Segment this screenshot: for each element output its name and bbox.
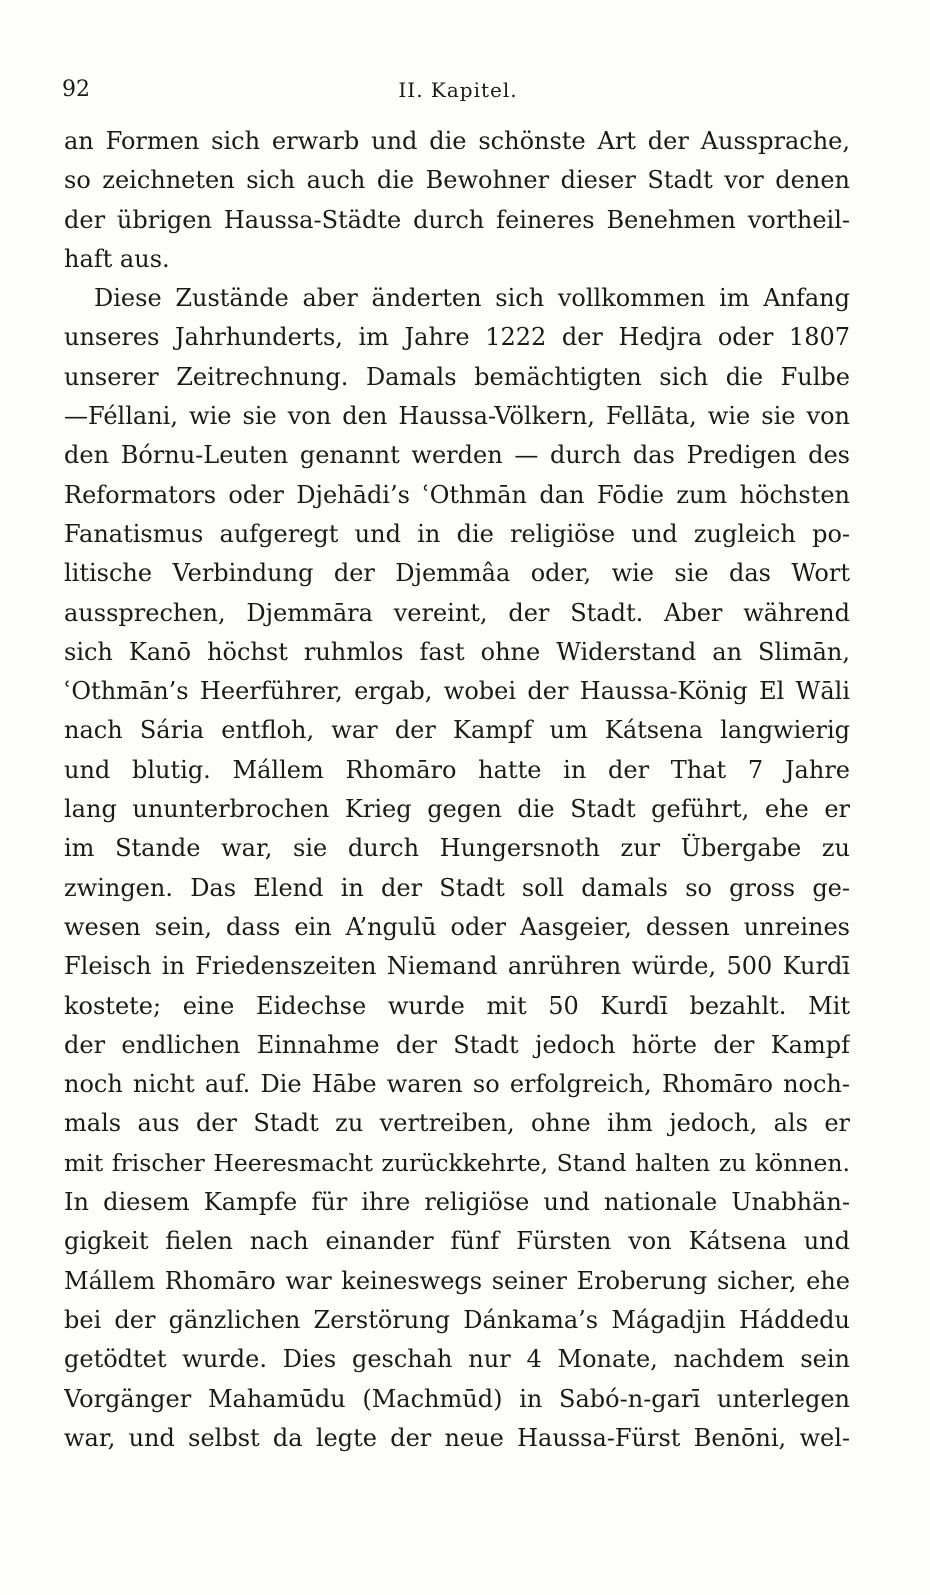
text-line: im Stande war, sie durch Hungersnoth zur Übergabe zu (64, 834, 850, 863)
text-line: Mállem Rhomāro war keineswegs seiner Eroberung sicher, ehe (64, 1266, 850, 1295)
text-line: so zeichneten sich auch die Bewohner dieser Stadt vor denen (64, 166, 850, 195)
text-line: an Formen sich erwarb und die schönste Art der Aussprache, (64, 127, 850, 155)
text-line: kostete; eine Eidechse wurde mit 50 Kurdī bezahlt. Mit (64, 991, 850, 1020)
text-line: ʿOthmān’s Heerführer, ergab, wobei der Haussa-König El Wāli (64, 677, 850, 706)
text-line: Fleisch in Friedenszeiten Niemand anrühren würde, 500 Kurdī (64, 952, 850, 981)
page-number: 92 (62, 77, 90, 102)
text-line: Diese Zustände aber änderten sich vollkommen im Anfang (94, 284, 850, 313)
text-line: unseres Jahrhunderts, im Jahre 1222 der Hedjra oder 1807 (64, 323, 850, 352)
text-line: zwingen. Das Elend in der Stadt soll damals so gross ge- (64, 873, 850, 902)
text-line: Vorgänger Mahamūdu (Machmūd) in Sabó-n-garī unterlegen (64, 1384, 850, 1413)
text-line: Fanatismus aufgeregt und in die religiöse und zugleich po- (64, 519, 850, 548)
page-header (62, 76, 854, 106)
text-line: haft aus. (64, 244, 170, 273)
text-line: bei der gänzlichen Zerstörung Dánkama’s Mágadjin Háddedu (64, 1305, 850, 1334)
text-line: litische Verbindung der Djemmâa oder, wie sie das Wort (64, 559, 850, 588)
text-line: aussprechen, Djemmāra vereint, der Stadt. Aber während (64, 598, 850, 627)
text-line: gigkeit fielen nach einander fünf Fürsten von Kátsena und (64, 1227, 850, 1256)
text-line: und blutig. Mállem Rhomāro hatte in der That 7 Jahre (64, 755, 850, 784)
text-line: der übrigen Haussa-Städte durch feineres Benehmen vortheil- (64, 205, 850, 234)
text-line: mals aus der Stadt zu vertreiben, ohne ihm jedoch, als er (64, 1109, 850, 1138)
text-line: In diesem Kampfe für ihre religiöse und nationale Unabhän- (64, 1188, 850, 1217)
text-line: mit frischer Heeresmacht zurückkehrte, Stand halten zu können. (64, 1148, 850, 1177)
text-line: sich Kanō höchst ruhmlos fast ohne Widerstand an Slimān, (64, 637, 850, 666)
text-line: noch nicht auf. Die Hābe waren so erfolgreich, Rhomāro noch- (64, 1070, 850, 1099)
text-line: nach Sária entfloh, war der Kampf um Kátsena langwierig (64, 716, 850, 745)
text-line: war, und selbst da legte der neue Haussa-Fürst Benōni, wel- (64, 1423, 850, 1452)
text-line: unserer Zeitrechnung. Damals bemächtigten sich die Fulbe (64, 362, 850, 391)
body-text (64, 122, 850, 1458)
running-head: II. Kapitel. (398, 78, 518, 102)
text-line: lang ununterbrochen Krieg gegen die Stadt geführt, ehe er (64, 795, 850, 824)
text-line: —Féllani, wie sie von den Haussa-Völkern, Fellāta, wie sie von (64, 402, 850, 431)
text-line: wesen sein, dass ein A’ngulū oder Aasgeier, dessen unreines (64, 912, 850, 941)
text-line: getödtet wurde. Dies geschah nur 4 Monate, nachdem sein (64, 1345, 850, 1374)
text-line: den Bórnu-Leuten genannt werden — durch das Predigen des (64, 441, 850, 470)
text-line: der endlichen Einnahme der Stadt jedoch hörte der Kampf (64, 1030, 850, 1059)
text-line: Reformators oder Djehādi’s ʿOthmān dan Fōdie zum höchsten (64, 480, 850, 509)
